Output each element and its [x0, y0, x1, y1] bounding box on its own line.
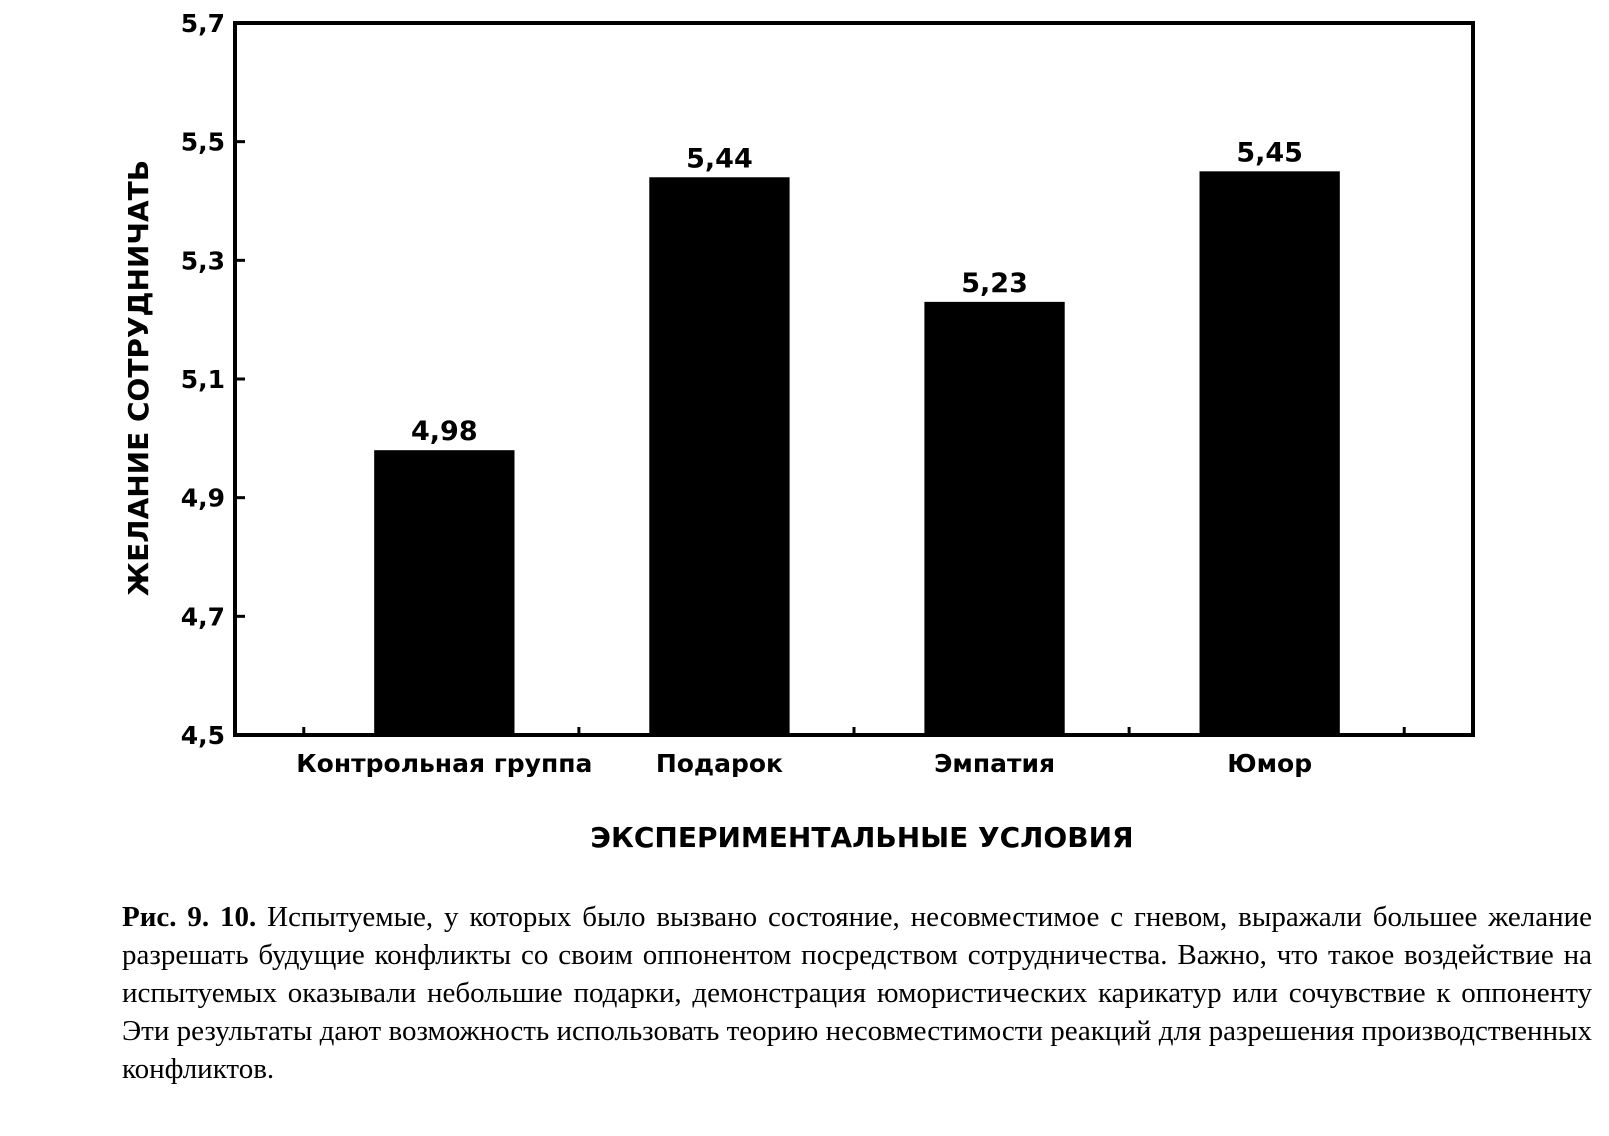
x-category-label: Эмпатия — [934, 749, 1056, 778]
y-tick-label: 4,7 — [180, 602, 225, 632]
y-tick-label: 4,5 — [180, 721, 225, 750]
figure-number: Рис. 9. 10. — [122, 901, 257, 933]
x-category-label: Контрольная группа — [296, 749, 593, 778]
bars — [374, 137, 1340, 735]
x-category-label: Подарок — [655, 749, 784, 778]
bar-value-label: 5,44 — [686, 143, 753, 175]
y-tick-label: 4,9 — [180, 483, 225, 513]
bar-value-label: 4,98 — [411, 416, 478, 448]
x-axis-label: ЭКСПЕРИМЕНТАЛЬНЫЕ УСЛОВИЯ — [590, 821, 1134, 854]
caption-text: Испытуемые, у которых было вызвано состояние, несовместимое с гневом, выражали большее желание разрешать будущие конфликты со своим оппонентом посредством сотрудничества. Важно, что такое воздействие на испытуемых оказывали небольшие подарки, демонстрация юмористических карикатур или сочувствие к оппоненту Эти результаты дают возможность использовать теорию несовместимости реакций для разрешения производственных конфликтов. — [122, 901, 1592, 1085]
bar-3 — [924, 302, 1064, 735]
x-category-label: Юмор — [1227, 749, 1313, 778]
x-axis-categories — [296, 749, 1312, 778]
bar-1 — [374, 450, 514, 735]
y-tick-label: 5,5 — [180, 127, 225, 157]
bar-value-label: 5,45 — [1236, 137, 1303, 169]
bar-2 — [649, 177, 789, 735]
bar-4 — [1200, 171, 1340, 735]
bar-value-label: 5,23 — [961, 267, 1028, 299]
y-tick-label: 5,1 — [180, 365, 225, 394]
figure-caption — [122, 898, 1592, 1088]
y-tick-label: 5,3 — [180, 246, 225, 276]
y-tick-label: 5,7 — [180, 9, 225, 38]
y-axis-label: ЖЕЛАНИЕ СОТРУДНИЧАТЬ — [122, 159, 155, 597]
